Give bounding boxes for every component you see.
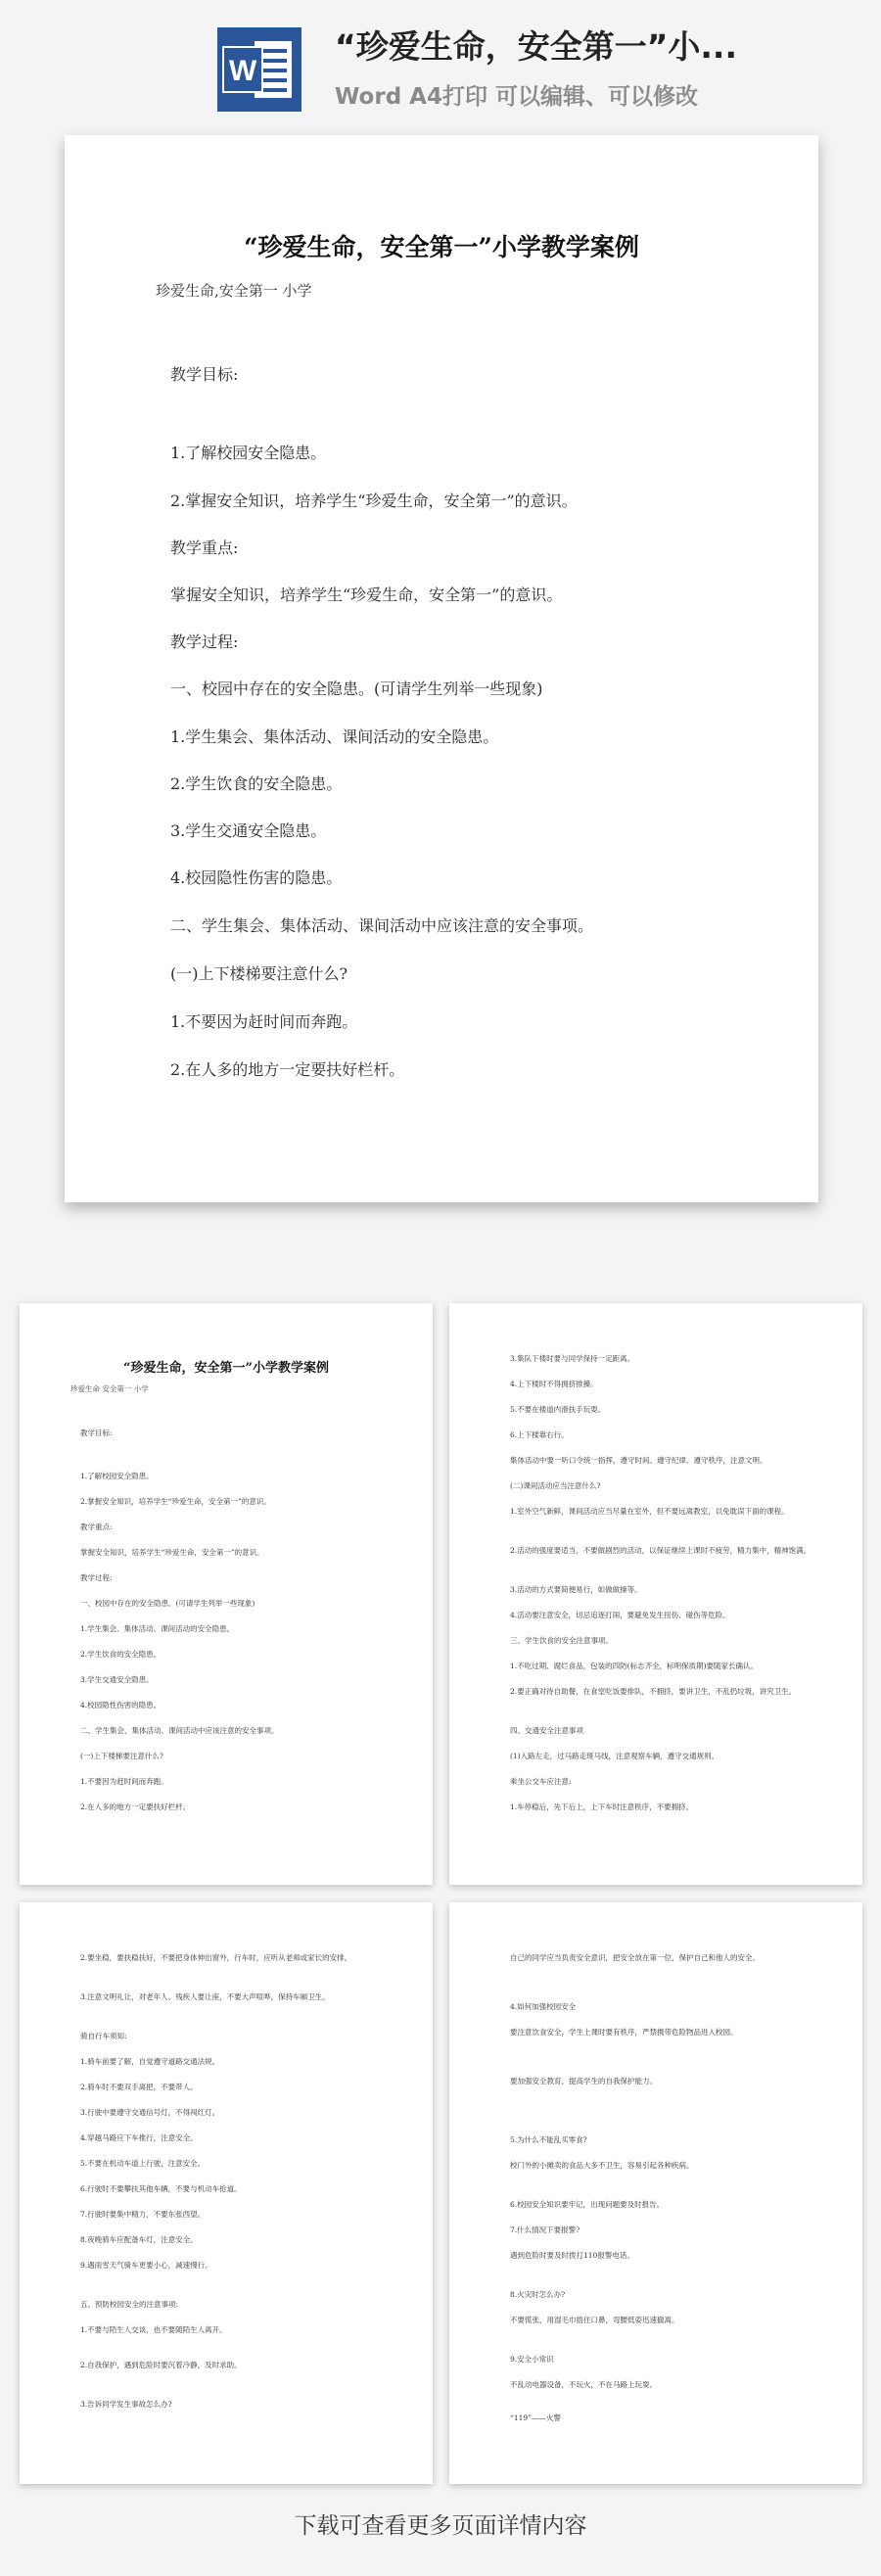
page-title: “珍爱生命，安全第一”小学教学案例 xyxy=(244,233,639,261)
page-line: 教学过程: xyxy=(170,632,239,651)
thumbnail-line: 2.要坐稳，要扶稳扶好，不要把身体伸出窗外，行车时，应听从老师或家长的安排。 xyxy=(80,1953,352,1962)
thumbnail-line: 4.穿越马路应下车推行，注意安全。 xyxy=(80,2133,198,2142)
thumbnail-line: 四、交通安全注意事项 xyxy=(510,1726,583,1735)
thumbnail-line: 一、校园中存在的安全隐患。(可请学生列举一些现象) xyxy=(80,1599,255,1608)
page-line: 1.了解校园安全隐患。 xyxy=(170,444,327,462)
page-line: 掌握安全知识，培养学生“珍爱生命，安全第一”的意识。 xyxy=(170,585,563,604)
thumbnail-line: 3.学生交通安全隐患。 xyxy=(80,1675,154,1684)
page-line: 一、校园中存在的安全隐患。(可请学生列举一些现象) xyxy=(170,679,543,698)
thumbnail-line: 1.车停稳后，先下后上，上下车时注意秩序，不要拥挤。 xyxy=(510,1803,694,1811)
word-document-icon xyxy=(217,27,301,112)
page-thumbnail-2[interactable] xyxy=(449,1303,862,1885)
thumbnail-line: 3.集队下楼时要与同学保持一定距离。 xyxy=(510,1354,635,1363)
thumbnail-line: 教学过程: xyxy=(80,1573,113,1582)
document-title: “珍爱生命，安全第一”小... xyxy=(335,27,737,66)
thumbnail-line: 1.室外空气新鲜，课间活动应当尽量在室外，但不要远离教室，以免耽误下面的课程。 xyxy=(510,1507,789,1516)
header xyxy=(0,0,881,132)
thumbnail-line: 教学目标: xyxy=(80,1429,113,1437)
thumbnail-line: 8.夜晚骑车应配备车灯，注意安全。 xyxy=(80,2235,198,2244)
page-line: (一)上下楼梯要注意什么? xyxy=(170,964,348,983)
thumbnail-line: 7.行驶时要集中精力，不要东张西望。 xyxy=(80,2210,206,2219)
page-thumbnail-1[interactable] xyxy=(20,1303,433,1885)
thumbnail-line: 5.不要在楼道内滑扶手玩耍。 xyxy=(510,1405,606,1414)
thumbnail-line: 遇到危险时要及时拨打110报警电话。 xyxy=(510,2251,634,2260)
thumbnail-line: 要注意饮食安全，学生上课时要有秩序，严禁携带危险物品进入校园。 xyxy=(510,2028,738,2037)
page-line: 2.学生饮食的安全隐患。 xyxy=(170,774,343,793)
thumbnail-line: 三、学生饮食的安全注意事项。 xyxy=(510,1636,613,1645)
thumbnail-line: 不要慌张，用湿毛巾捂住口鼻，弯腰低姿迅速撤离。 xyxy=(510,2316,679,2324)
page-line: 4.校园隐性伤害的隐患。 xyxy=(170,868,343,887)
word-icon-letter: W xyxy=(228,55,257,87)
thumbnail-line: 2.要正确对待自助餐，在食堂吃饭要排队，不拥挤，要讲卫生，不乱扔垃圾，讲究卫生。 xyxy=(510,1687,797,1696)
thumbnail-line: 五、预防校园安全的注意事项: xyxy=(80,2300,179,2309)
thumbnail-line: (二)课间活动应当注意什么? xyxy=(510,1481,601,1490)
page-line: 3.学生交通安全隐患。 xyxy=(170,821,327,840)
thumbnail-line: 4.校园隐性伤害的隐患。 xyxy=(80,1701,162,1710)
page-line: 1.不要因为赶时间而奔跑。 xyxy=(170,1012,358,1031)
thumbnail-line: 2.学生饮食的安全隐患。 xyxy=(80,1650,162,1659)
thumbnail-line: 3.活动的方式要简便易行，如做做操等。 xyxy=(510,1585,642,1594)
thumbnail-line: 9.遇雨雪天气骑车更要小心，减速慢行。 xyxy=(80,2261,212,2270)
thumbnail-line: 自己的同学应当负责安全意识，把安全放在第一位，保护自己和他人的安全。 xyxy=(510,1953,760,1962)
thumbnail-line: 校门外的小摊卖的食品大多不卫生，容易引起各种疾病。 xyxy=(510,2161,694,2170)
document-page-preview xyxy=(65,135,818,1202)
thumbnail-line: 2.活动的强度要适当，不要做剧烈的活动，以保证继续上课时不疲劳，精力集中，精神饱满。 xyxy=(510,1546,811,1555)
thumbnail-line: 1.骑车前要了解，自觉遵守道路交通法规。 xyxy=(80,2057,220,2066)
page-line: 教学目标: xyxy=(170,365,239,384)
thumbnail-line: 8.火灾时怎么办? xyxy=(510,2290,566,2299)
thumbnail-line: 9.安全小常识 xyxy=(510,2355,554,2364)
thumbnail-keywords: 珍爱生命 安全第一 小学 xyxy=(70,1384,149,1393)
thumbnail-line: 1.学生集会、集体活动、课间活动的安全隐患。 xyxy=(80,1624,235,1633)
thumbnail-line: 集体活动中要一听口令统一指挥，遵守时间、遵守纪律、遵守秩序，注意文明。 xyxy=(510,1456,767,1465)
thumbnail-line: 要加强安全教育，提高学生的自我保护能力。 xyxy=(510,2077,657,2085)
document-subtitle: Word A4打印 可以编辑、可以修改 xyxy=(335,84,698,110)
thumbnail-line: 3.告诉同学发生事故怎么办? xyxy=(80,2400,172,2409)
thumbnail-line: 掌握安全知识，培养学生“珍爱生命，安全第一”的意识。 xyxy=(80,1548,264,1557)
thumbnail-line: 6.校园安全知识要牢记，出现问题要及时报告。 xyxy=(510,2200,665,2209)
thumbnail-line: (1)入路左走，过马路走斑马线，注意观察车辆，遵守交通规则。 xyxy=(510,1752,719,1760)
thumbnail-line: 2.掌握安全知识，培养学生“珍爱生命，安全第一”的意识。 xyxy=(80,1497,271,1506)
thumbnail-line: 教学重点: xyxy=(80,1522,113,1531)
thumbnail-line: 3.行驶中要遵守交通信号灯，不得闯红灯。 xyxy=(80,2108,220,2117)
thumbnail-line: 6.行驶时不要攀扶其他车辆，不要与机动车抢道。 xyxy=(80,2184,242,2193)
page-line: 教学重点: xyxy=(170,539,239,557)
thumbnail-line: (一)上下楼梯要注意什么? xyxy=(80,1752,163,1760)
thumbnail-line: 2.骑车时不要双手离把，不要带人。 xyxy=(80,2083,198,2091)
download-more-link[interactable]: 下载可查看更多页面详情内容 xyxy=(294,2513,587,2539)
thumbnail-line: 二、学生集会、集体活动、课间活动中应该注意的安全事项。 xyxy=(80,1726,279,1735)
page-line: 1.学生集会、集体活动、课间活动的安全隐患。 xyxy=(170,727,499,746)
thumbnail-line: “119”——火警 xyxy=(510,2413,561,2422)
page-line: 2.在人多的地方一定要扶好栏杆。 xyxy=(170,1060,405,1079)
thumbnail-line: 1.不要与陌生人交谈，也不要随陌生人离开。 xyxy=(80,2325,227,2334)
thumbnail-line: 骑自行车须知: xyxy=(80,2032,127,2040)
thumbnail-line: 1.了解校园安全隐患。 xyxy=(80,1472,154,1480)
thumbnail-line: 2.自我保护，遇到危险时要沉着冷静，及时求助。 xyxy=(80,2361,242,2369)
page-thumbnail-3[interactable] xyxy=(20,1902,433,2484)
thumbnail-line: 3.注意文明礼让，对老年人、残疾人要让座，不要大声喧哗，保持车厢卫生。 xyxy=(80,1992,330,2001)
thumbnail-line: 不乱动电器设备，不玩火，不在马路上玩耍。 xyxy=(510,2380,657,2389)
thumbnail-line: 5.为什么不能乱买零食? xyxy=(510,2135,587,2144)
thumbnail-line: 5.不要在机动车道上行驶，注意安全。 xyxy=(80,2159,206,2168)
thumbnail-line: 4.如何加强校园安全 xyxy=(510,2002,577,2011)
page-thumbnail-4[interactable] xyxy=(449,1902,862,2484)
page-line: 二、学生集会、集体活动、课间活动中应该注意的安全事项。 xyxy=(170,916,594,935)
thumbnail-line: 2.在人多的地方一定要扶好栏杆。 xyxy=(80,1803,191,1811)
thumbnail-title: “珍爱生命，安全第一”小学教学案例 xyxy=(123,1361,329,1376)
thumbnail-line: 4.上下楼时不得拥挤推搡。 xyxy=(510,1380,598,1388)
thumbnail-line: 1.不要因为赶时间而奔跑。 xyxy=(80,1777,168,1786)
thumbnail-line: 4.活动要注意安全，切忌追逐打闹，要避免发生扭伤、碰伤等危险。 xyxy=(510,1611,730,1619)
thumbnail-line: 7.什么情况下要报警? xyxy=(510,2225,580,2234)
thumbnail-line: 6.上下楼靠右行。 xyxy=(510,1430,569,1439)
thumbnail-line: 1.不吃过期、腐烂食品，包装的四防(标志齐全，标明保质期)要随家长确认。 xyxy=(510,1662,759,1670)
page-keywords: 珍爱生命,安全第一 小学 xyxy=(156,282,312,300)
page-line: 2.掌握安全知识，培养学生“珍爱生命，安全第一”的意识。 xyxy=(170,492,578,510)
thumbnail-line: 乘坐公交车应注意: xyxy=(510,1777,572,1786)
